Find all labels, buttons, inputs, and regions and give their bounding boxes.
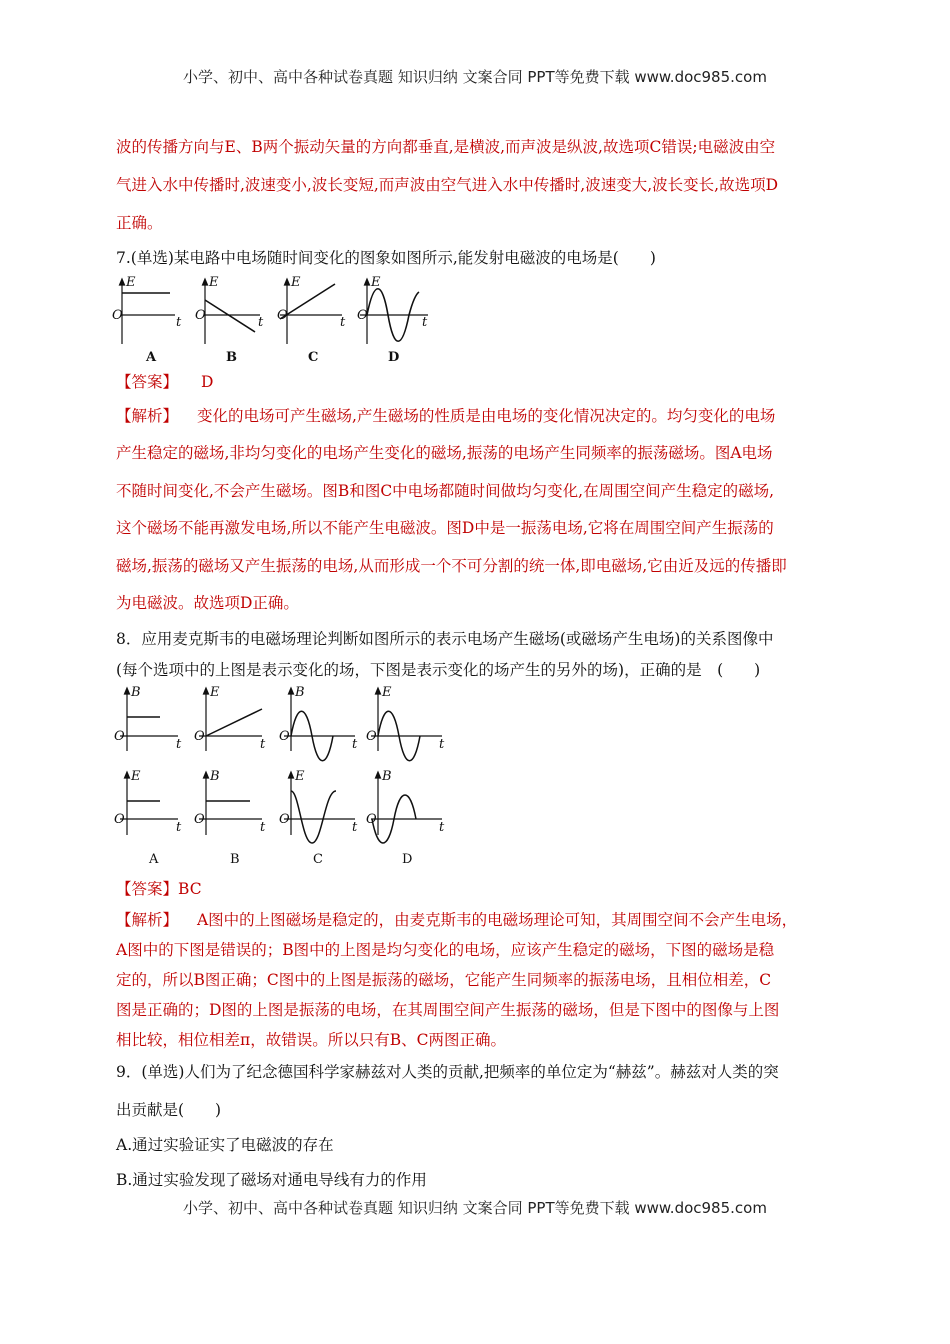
q7-analysis-text-1: 变化的电场可产生磁场,产生磁场的性质是由电场的变化情况决定的。均匀变化的电场 <box>196 407 776 425</box>
q7-answer-value: D <box>200 373 214 391</box>
q7-d-y-label: E <box>371 275 381 290</box>
q8-analysis-line-4: 图是正确的；D图的上图是振荡的电场，在其周围空间产生振荡的磁场，但是下图中的图像与上图 <box>116 1001 780 1019</box>
q7-b-curve <box>205 300 255 332</box>
q8-c-top-origin: O <box>279 729 290 744</box>
q7-a-y-label: E <box>126 275 136 290</box>
q9-question-line-2: 出贡献是( ) <box>116 1101 222 1119</box>
q7-c-x-label: t <box>340 315 346 330</box>
q7-analysis-line-5: 磁场,振荡的磁场又产生振荡的电场,从而形成一个不可分割的统一体,即电磁场,它由近及远的传播即 <box>116 557 787 575</box>
page-footer: 小学、初中、高中各种试卷真题 知识归纳 文案合同 PPT等免费下载 www.doc985.com <box>183 1199 767 1217</box>
q7-label-b: B <box>226 350 237 365</box>
q8-a-bottom-x-label: t <box>176 820 182 835</box>
q8-c-bottom-origin: O <box>279 812 290 827</box>
q8-a-bottom-y-label: E <box>131 769 141 784</box>
q8-analysis-label: 【解析】 <box>116 911 179 929</box>
q7-label-c: C <box>308 350 319 365</box>
q8-c-top-y-label: B <box>295 685 305 700</box>
intro-line-1: 波的传播方向与E、B两个振动矢量的方向都垂直,是横波,而声波是纵波,故选项C错误;电磁波由空 <box>116 138 776 156</box>
q7-figure <box>110 272 440 372</box>
q7-analysis-line-4: 这个磁场不能再激发电场,所以不能产生电磁波。图D中是一振荡电场,它将在周围空间产生振荡的 <box>116 519 774 537</box>
q7-question: 7.(单选)某电路中电场随时间变化的图象如图所示,能发射电磁波的电场是( ) <box>116 249 656 267</box>
q7-answer <box>116 372 213 392</box>
q8-b-top-x-label: t <box>260 737 266 752</box>
q8-c-bottom-y-label: E <box>295 769 305 784</box>
q7-analysis-line-2: 产生稳定的磁场,非均匀变化的电场产生变化的磁场,振荡的电场产生同频率的振荡磁场。图A电场 <box>116 444 773 462</box>
q8-d-bottom-y-label: B <box>382 769 392 784</box>
q8-analysis-line-3: 定的，所以B图正确；C图中的上图是振荡的磁场，它能产生同频率的振荡电场，且相位相差，C <box>116 971 772 989</box>
intro-line-3: 正确。 <box>116 214 163 232</box>
q8-c-bottom-x-label: t <box>352 820 358 835</box>
q8-b-top-y-label: E <box>210 685 220 700</box>
q7-label-a: A <box>146 350 157 365</box>
q8-a-top-origin: O <box>114 729 125 744</box>
q8-analysis-line-2: A图中的下图是错误的；B图中的上图是均匀变化的电场，应该产生稳定的磁场，下图的磁场是稳 <box>116 941 775 959</box>
q7-b-y-label: E <box>209 275 219 290</box>
q8-analysis-text-1: A图中的上图磁场是稳定的，由麦克斯韦的电磁场理论可知，其周围空间不会产生电场， <box>196 911 798 929</box>
q8-a-top-x-label: t <box>176 737 182 752</box>
q8-b-bottom-y-label: B <box>210 769 220 784</box>
q7-analysis-label: 【解析】 <box>116 407 179 425</box>
intro-line-2: 气进入水中传播时,波速变小,波长变短,而声波由空气进入水中传播时,波速变大,波长变长,故选项D <box>116 176 778 194</box>
q7-a-x-label: t <box>176 315 182 330</box>
q8-answer <box>116 879 202 899</box>
q8-d-top-y-label: E <box>382 685 392 700</box>
q8-b-bottom-x-label: t <box>260 820 266 835</box>
q8-label-d: D <box>402 852 413 867</box>
q9-option-a: A.通过实验证实了电磁波的存在 <box>116 1136 334 1154</box>
q8-c-top-x-label: t <box>352 737 358 752</box>
q9-option-b: B.通过实验发现了磁场对通电导线有力的作用 <box>116 1171 427 1189</box>
q7-d-origin: O <box>357 308 368 323</box>
q7-a-origin: O <box>112 308 123 323</box>
q7-analysis-line-3: 不随时间变化,不会产生磁场。图B和图C中电场都随时间做均匀变化,在周围空间产生稳定的磁场, <box>116 482 775 500</box>
q7-b-x-label: t <box>258 315 264 330</box>
q8-d-bottom-x-label: t <box>439 820 445 835</box>
q8-label-c: C <box>313 852 323 867</box>
q8-answer-label: 【答案】 <box>116 880 179 898</box>
page-header: 小学、初中、高中各种试卷真题 知识归纳 文案合同 PPT等免费下载 www.doc985.com <box>183 68 767 86</box>
q8-d-top-x-label: t <box>439 737 445 752</box>
q8-label-a: A <box>149 852 159 867</box>
q8-question-line-1: 8．应用麦克斯韦的电磁场理论判断如图所示的表示电场产生磁场(或磁场产生电场)的关系图像中 <box>116 630 774 648</box>
q7-d-x-label: t <box>422 315 428 330</box>
q7-answer-label: 【答案】 <box>116 373 179 391</box>
q8-label-b: B <box>230 852 240 867</box>
q8-d-bottom-origin: O <box>366 812 377 827</box>
q8-c-bottom-curve <box>291 791 336 843</box>
q7-c-curve <box>280 284 335 319</box>
q8-d-top-origin: O <box>366 729 377 744</box>
q7-analysis-line-6: 为电磁波。故选项D正确。 <box>116 594 299 612</box>
q7-c-origin: O <box>277 308 288 323</box>
q7-label-d: D <box>388 350 400 365</box>
q8-figure <box>110 683 450 868</box>
q7-b-origin: O <box>195 308 206 323</box>
q8-a-top-y-label: B <box>131 685 141 700</box>
q8-analysis-line-5: 相比较，相位相差π，故错误。所以只有B、C两图正确。 <box>116 1031 506 1049</box>
q7-c-y-label: E <box>291 275 301 290</box>
q8-b-top-curve <box>206 709 262 736</box>
q8-b-bottom-origin: O <box>194 812 205 827</box>
q7-analysis-line-1 <box>116 406 775 426</box>
q8-answer-value: BC <box>178 880 202 898</box>
q8-a-bottom-origin: O <box>114 812 125 827</box>
q9-question-line-1: 9．(单选)人们为了纪念德国科学家赫兹对人类的贡献,把频率的单位定为“赫兹”。赫兹对人类的突 <box>116 1063 779 1081</box>
q8-analysis-line-1 <box>116 910 797 930</box>
q8-question-line-2: (每个选项中的上图是表示变化的场，下图是表示变化的场产生的另外的场)，正确的是 ( ) <box>116 661 761 679</box>
q8-b-top-origin: O <box>194 729 205 744</box>
